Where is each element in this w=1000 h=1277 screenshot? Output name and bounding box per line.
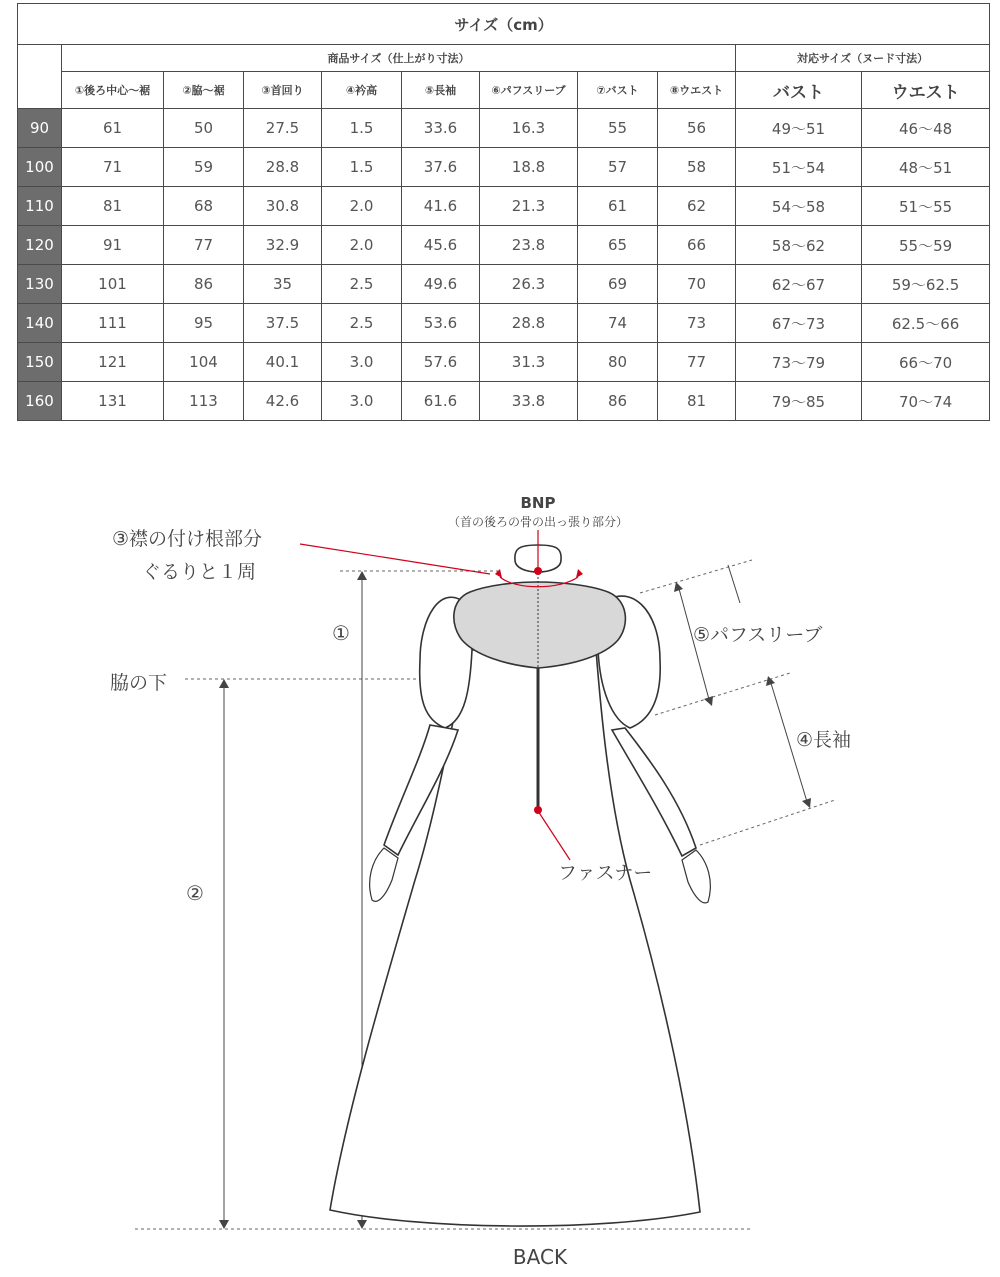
table-cell: 56 — [658, 109, 736, 148]
table-cell: 113 — [164, 382, 244, 421]
table-cell: 65 — [578, 226, 658, 265]
table-cell: 45.6 — [402, 226, 480, 265]
size-label: 140 — [18, 304, 62, 343]
col-header: ①後ろ中心～裾 — [62, 72, 164, 109]
table-row — [18, 343, 990, 382]
marker-1: ① — [332, 621, 350, 645]
table-cell: 55～59 — [862, 226, 990, 265]
table-cell: 59 — [164, 148, 244, 187]
table-row — [18, 265, 990, 304]
table-cell: 79～85 — [736, 382, 862, 421]
right-lower-sleeve — [612, 728, 696, 856]
table-cell: 81 — [62, 187, 164, 226]
table-cell: 55 — [578, 109, 658, 148]
table-cell: 3.0 — [322, 382, 402, 421]
group-nude-size: 対応サイズ（ヌード寸法） — [736, 45, 990, 72]
bnp-note: （首の後ろの骨の出っ張り部分） — [447, 515, 629, 529]
collar-label-line2: ぐるりと１周 — [142, 561, 257, 583]
table-cell: 23.8 — [480, 226, 578, 265]
table-cell: 111 — [62, 304, 164, 343]
table-cell: 101 — [62, 265, 164, 304]
dress-diagram — [0, 440, 1000, 1277]
col-header: バスト — [736, 72, 862, 109]
table-cell: 51～54 — [736, 148, 862, 187]
table-cell: 86 — [578, 382, 658, 421]
table-cell: 66 — [658, 226, 736, 265]
size-label: 160 — [18, 382, 62, 421]
table-cell: 131 — [62, 382, 164, 421]
table-cell: 77 — [164, 226, 244, 265]
table-cell: 41.6 — [402, 187, 480, 226]
table-cell: 18.8 — [480, 148, 578, 187]
table-cell: 49.6 — [402, 265, 480, 304]
table-cell: 77 — [658, 343, 736, 382]
table-cell: 48～51 — [862, 148, 990, 187]
col-header: ⑧ウエスト — [658, 72, 736, 109]
table-cell: 73～79 — [736, 343, 862, 382]
table-cell: 66～70 — [862, 343, 990, 382]
table-cell: 2.0 — [322, 226, 402, 265]
table-cell: 86 — [164, 265, 244, 304]
table-cell: 57 — [578, 148, 658, 187]
long-sleeve-label: ④長袖 — [796, 729, 852, 751]
table-cell: 62.5～66 — [862, 304, 990, 343]
table-cell: 73 — [658, 304, 736, 343]
table-cell: 37.5 — [244, 304, 322, 343]
marker-2: ② — [186, 881, 204, 905]
size-table — [17, 3, 990, 421]
size-label: 90 — [18, 109, 62, 148]
right-hand — [682, 850, 710, 903]
size-label: 110 — [18, 187, 62, 226]
table-cell: 26.3 — [480, 265, 578, 304]
table-cell: 62～67 — [736, 265, 862, 304]
size-label: 120 — [18, 226, 62, 265]
table-cell: 61.6 — [402, 382, 480, 421]
collar-label: ③襟の付け根部分 — [112, 528, 263, 550]
table-cell: 42.6 — [244, 382, 322, 421]
underarm-label: 脇の下 — [110, 672, 168, 694]
table-cell: 61 — [62, 109, 164, 148]
table-cell: 80 — [578, 343, 658, 382]
table-row — [18, 187, 990, 226]
col-header: ④衿高 — [322, 72, 402, 109]
table-cell: 59～62.5 — [862, 265, 990, 304]
table-cell: 67～73 — [736, 304, 862, 343]
table-cell: 62 — [658, 187, 736, 226]
table-cell: 21.3 — [480, 187, 578, 226]
table-cell: 40.1 — [244, 343, 322, 382]
col-header: ⑥パフスリーブ — [480, 72, 578, 109]
zipper-label: ファスナー — [558, 862, 653, 884]
table-cell: 81 — [658, 382, 736, 421]
table-cell: 35 — [244, 265, 322, 304]
table-cell: 27.5 — [244, 109, 322, 148]
puff-sleeve-label: ⑤パフスリーブ — [693, 624, 823, 646]
table-cell: 33.6 — [402, 109, 480, 148]
table-cell: 3.0 — [322, 343, 402, 382]
table-row — [18, 382, 990, 421]
corner-cell — [18, 45, 62, 109]
table-cell: 68 — [164, 187, 244, 226]
table-cell: 30.8 — [244, 187, 322, 226]
table-cell: 74 — [578, 304, 658, 343]
bnp-label: BNP — [520, 494, 556, 512]
col-header: ③首回り — [244, 72, 322, 109]
table-cell: 70 — [658, 265, 736, 304]
table-cell: 69 — [578, 265, 658, 304]
table-cell: 121 — [62, 343, 164, 382]
table-cell: 49～51 — [736, 109, 862, 148]
table-cell: 46～48 — [862, 109, 990, 148]
table-cell: 37.6 — [402, 148, 480, 187]
table-cell: 2.0 — [322, 187, 402, 226]
table-cell: 53.6 — [402, 304, 480, 343]
col-header: ②脇～裾 — [164, 72, 244, 109]
table-cell: 57.6 — [402, 343, 480, 382]
table-cell: 51～55 — [862, 187, 990, 226]
table-cell: 32.9 — [244, 226, 322, 265]
left-hand — [370, 848, 398, 901]
table-cell: 1.5 — [322, 109, 402, 148]
col-header: ウエスト — [862, 72, 990, 109]
view-label: BACK — [512, 1245, 568, 1269]
table-row — [18, 148, 990, 187]
table-cell: 50 — [164, 109, 244, 148]
size-label: 130 — [18, 265, 62, 304]
table-cell: 16.3 — [480, 109, 578, 148]
table-cell: 104 — [164, 343, 244, 382]
table-cell: 33.8 — [480, 382, 578, 421]
table-cell: 31.3 — [480, 343, 578, 382]
table-cell: 58 — [658, 148, 736, 187]
col-header: ⑦バスト — [578, 72, 658, 109]
table-cell: 95 — [164, 304, 244, 343]
table-cell: 28.8 — [480, 304, 578, 343]
size-label: 100 — [18, 148, 62, 187]
table-cell: 70～74 — [862, 382, 990, 421]
table-row — [18, 226, 990, 265]
table-cell: 91 — [62, 226, 164, 265]
group-product-size: 商品サイズ（仕上がり寸法） — [62, 45, 736, 72]
table-row — [18, 304, 990, 343]
dress-body — [330, 650, 700, 1226]
table-cell: 61 — [578, 187, 658, 226]
table-cell: 54～58 — [736, 187, 862, 226]
table-cell: 1.5 — [322, 148, 402, 187]
table-row — [18, 109, 990, 148]
size-label: 150 — [18, 343, 62, 382]
table-cell: 71 — [62, 148, 164, 187]
table-cell: 2.5 — [322, 304, 402, 343]
table-cell: 28.8 — [244, 148, 322, 187]
table-cell: 58～62 — [736, 226, 862, 265]
col-header: ⑤長袖 — [402, 72, 480, 109]
table-title: サイズ（cm） — [18, 4, 990, 45]
table-cell: 2.5 — [322, 265, 402, 304]
